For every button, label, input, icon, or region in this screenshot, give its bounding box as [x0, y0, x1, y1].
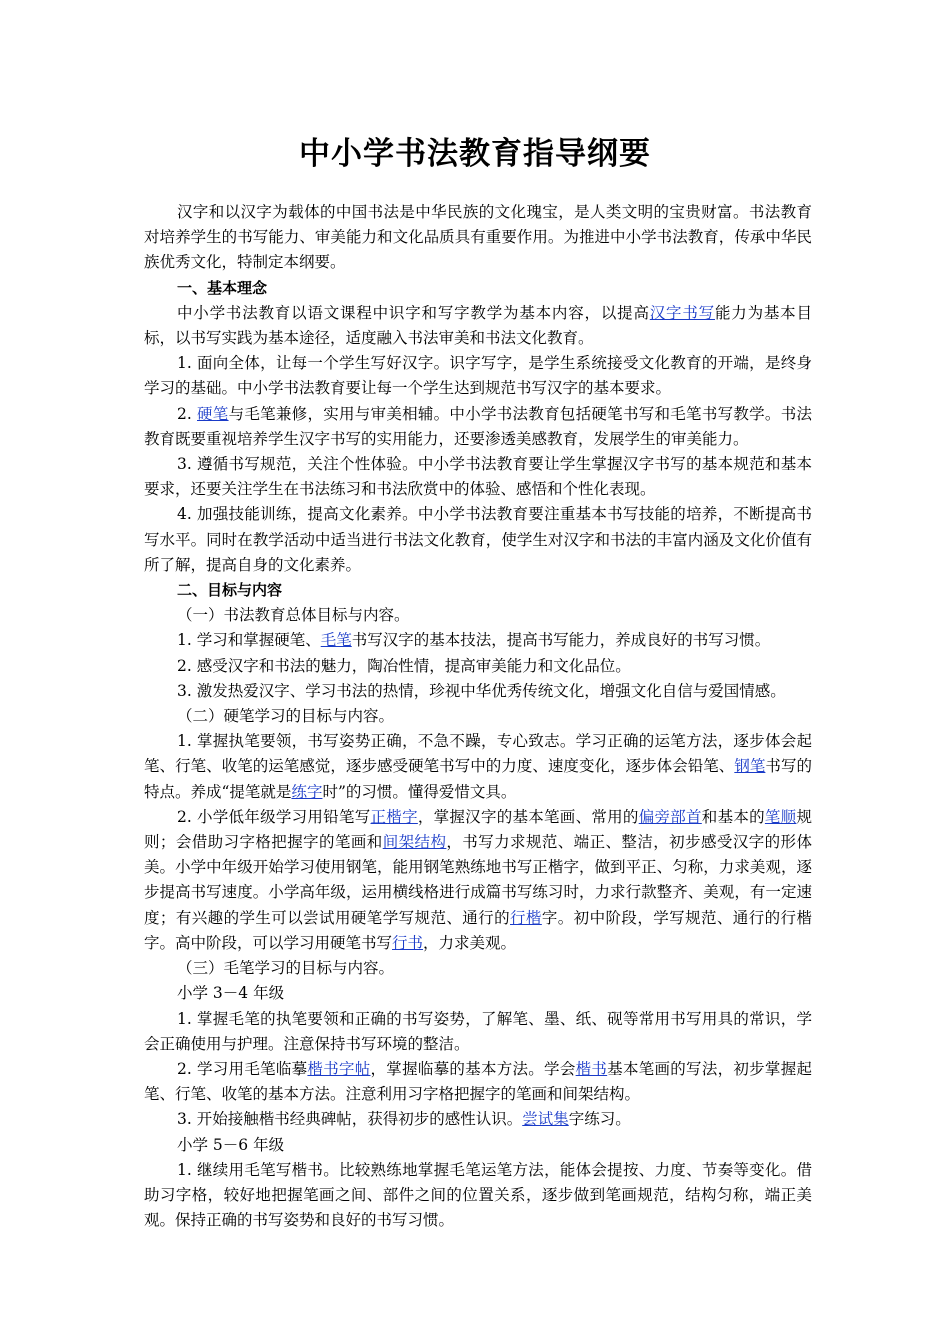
paragraph-text: 中小学书法教育以语文课程中识字和写字教学为基本内容，以提高 [177, 303, 650, 322]
keyword-link[interactable]: 汉字书写 [649, 303, 715, 322]
paragraph-text: 一、基本理念 [177, 278, 268, 297]
paragraph [144, 704, 812, 729]
keyword-link[interactable]: 楷书 [575, 1059, 608, 1078]
paragraph-text: 规则；会借助习字格把握字的笔画和 [144, 807, 812, 852]
keyword-link[interactable]: 练字 [291, 782, 323, 801]
section-heading [144, 578, 812, 603]
paragraph [144, 956, 812, 981]
paragraph-text: 1. 学习和掌握硬笔、 [177, 631, 321, 650]
paragraph-text: 二、目标与内容 [177, 581, 283, 600]
paragraph-text: 书写汉字的基本技法，提高书写能力，养成良好的书写习惯。 [351, 631, 771, 650]
paragraph-text: （一）书法教育总体目标与内容。 [177, 606, 410, 625]
paragraph-text: 2. 感受汉字和书法的魅力，陶冶性情，提高审美能力和文化品位。 [177, 656, 631, 675]
paragraph [144, 981, 812, 1006]
paragraph-text: 2. 小学低年级学习用铅笔写 [177, 807, 371, 826]
paragraph-text: 小学 3－4 年级 [177, 984, 285, 1003]
document-title: 中小学书法教育指导纲要 [299, 136, 651, 172]
document-body [144, 200, 812, 1233]
paragraph [144, 1158, 812, 1234]
paragraph [144, 351, 812, 401]
paragraph-text: 能力为基本目标，以书写实践为基本途径，适度融入书法审美和书法文化教育。 [144, 303, 812, 348]
paragraph [144, 628, 812, 653]
paragraph [144, 679, 812, 704]
paragraph [144, 654, 812, 679]
paragraph [144, 301, 812, 351]
paragraph-text: 和基本的 [701, 807, 765, 826]
paragraph-text: ，书写力求规范、端正、整洁，初步感受汉字的形体美。小学中年级开始学习使用钢笔，能用钢笔熟练地书写正楷字，做到平正、匀称，力求美观，逐步提高书写速度。小学高年级，运用横线格进行成篇书写练习时，力求行款整齐、美观，有一定速度；有兴趣的学生可以尝试用硬笔学写规范、通行的 [144, 833, 812, 927]
paragraph [144, 1057, 812, 1107]
paragraph [144, 729, 812, 805]
paragraph-text: 3. 激发热爱汉字、学习书法的热情，珍视中华优秀传统文化，增强文化自信与爱国情感。 [177, 681, 786, 700]
paragraph-text: （二）硬笔学习的目标与内容。 [177, 707, 395, 726]
paragraph-text: 1. 掌握毛笔的执笔要领和正确的书写姿势，了解笔、墨、纸、砚等常用书写用具的常识，学会正确使用与护理。注意保持书写环境的整洁。 [144, 1009, 812, 1053]
paragraph-text: 与毛笔兼修，实用与审美相辅。中小学书法教育包括硬笔书写和毛笔书写教学。书法教育既要重视培养学生汉字书写的实用能力，还要渗透美感教育，发展学生的审美能力。 [144, 404, 812, 448]
paragraph-text: 汉字和以汉字为载体的中国书法是中华民族的文化瑰宝，是人类文明的宝贵财富。书法教育对培养学生的书写能力、审美能力和文化品质具有重要作用。为推进中小学书法教育，传承中华民族优秀文化，特制定本纲要。 [144, 203, 812, 272]
paragraph-text: ，掌握临摹的基本方法。学会 [370, 1059, 576, 1078]
paragraph-text: 2. 学习用毛笔临摹 [177, 1059, 308, 1078]
paragraph-text: 3. 遵循书写规范，关注个性体验。中小学书法教育要让学生掌握汉字书写的基本规范和基本要求，还要关注学生在书法练习和书法欣赏中的体验、感悟和个性化表现。 [144, 455, 812, 499]
paragraph-text: 基本笔画的写法，初步掌握起笔、行笔、收笔的基本方法。注意利用习字格把握字的笔画和间架结构。 [144, 1059, 812, 1104]
paragraph [144, 1133, 812, 1158]
keyword-link[interactable]: 偏旁部首 [638, 807, 702, 826]
paragraph-text: 1. 继续用毛笔写楷书。比较熟练地掌握毛笔运笔方法，能体会提按、力度、节奏等变化。借助习字格，较好地把握笔画之间、部件之间的位置关系，逐步做到笔画规范，结构匀称，端正美观。保持正确的书写姿势和良好的书写习惯。 [144, 1160, 812, 1230]
keyword-link[interactable]: 行书 [392, 933, 424, 952]
paragraph-text: （三）毛笔学习的目标与内容。 [177, 959, 395, 978]
keyword-link[interactable]: 楷书字帖 [307, 1059, 371, 1078]
paragraph-text: 3. 开始接触楷书经典碑帖，获得初步的感性认识。 [177, 1110, 523, 1129]
paragraph-text: 字练习。 [568, 1110, 631, 1129]
paragraph [144, 402, 812, 452]
keyword-link[interactable]: 毛笔 [320, 631, 352, 650]
paragraph-text: 时”的习惯。懂得爱惜文具。 [322, 782, 517, 801]
keyword-link[interactable]: 钢笔 [734, 757, 766, 776]
keyword-link[interactable]: 正楷字 [370, 807, 418, 826]
paragraph-text: 书写的特点。养成“提笔就是 [144, 757, 812, 801]
keyword-link[interactable]: 硬笔 [197, 404, 229, 423]
keyword-link[interactable]: 尝试集 [522, 1110, 569, 1129]
paragraph [144, 603, 812, 628]
paragraph [144, 805, 812, 956]
paragraph-text: 2. [177, 404, 197, 423]
keyword-link[interactable]: 笔顺 [764, 807, 797, 826]
paragraph [144, 1007, 812, 1057]
paragraph-text: 字。初中阶段，学写规范、通行的行楷字。高中阶段，可以学习用硬笔书写 [144, 908, 812, 952]
paragraph [144, 1107, 812, 1132]
paragraph [144, 200, 812, 276]
keyword-link[interactable]: 间架结构 [382, 833, 447, 852]
paragraph [144, 452, 812, 502]
paragraph-text: 1. 面向全体，让每一个学生写好汉字。识字写字，是学生系统接受文化教育的开端，是终身学习的基础。中小学书法教育要让每一个学生达到规范书写汉字的基本要求。 [144, 354, 812, 398]
paragraph-text: 小学 5－6 年级 [177, 1135, 285, 1154]
section-heading [144, 276, 812, 301]
paragraph-text: ，掌握汉字的基本笔画、常用的 [417, 807, 639, 826]
paragraph [144, 502, 812, 578]
paragraph-text: 1. 掌握执笔要领，书写姿势正确，不急不躁，专心致志。学习正确的运笔方法，逐步体会起笔、行笔、收笔的运笔感觉，逐步感受硬笔书写中的力度、速度变化，逐步体会铅笔、 [144, 732, 812, 776]
paragraph-text: 4. 加强技能训练，提高文化素养。中小学书法教育要注重基本书写技能的培养，不断提高书写水平。同时在教学活动中适当进行书法文化教育，使学生对汉字和书法的丰富内涵及文化价值有所了解，提高自身的文化素养。 [144, 505, 812, 574]
keyword-link[interactable]: 行楷 [510, 908, 542, 927]
paragraph-text: ，力求美观。 [423, 933, 517, 952]
